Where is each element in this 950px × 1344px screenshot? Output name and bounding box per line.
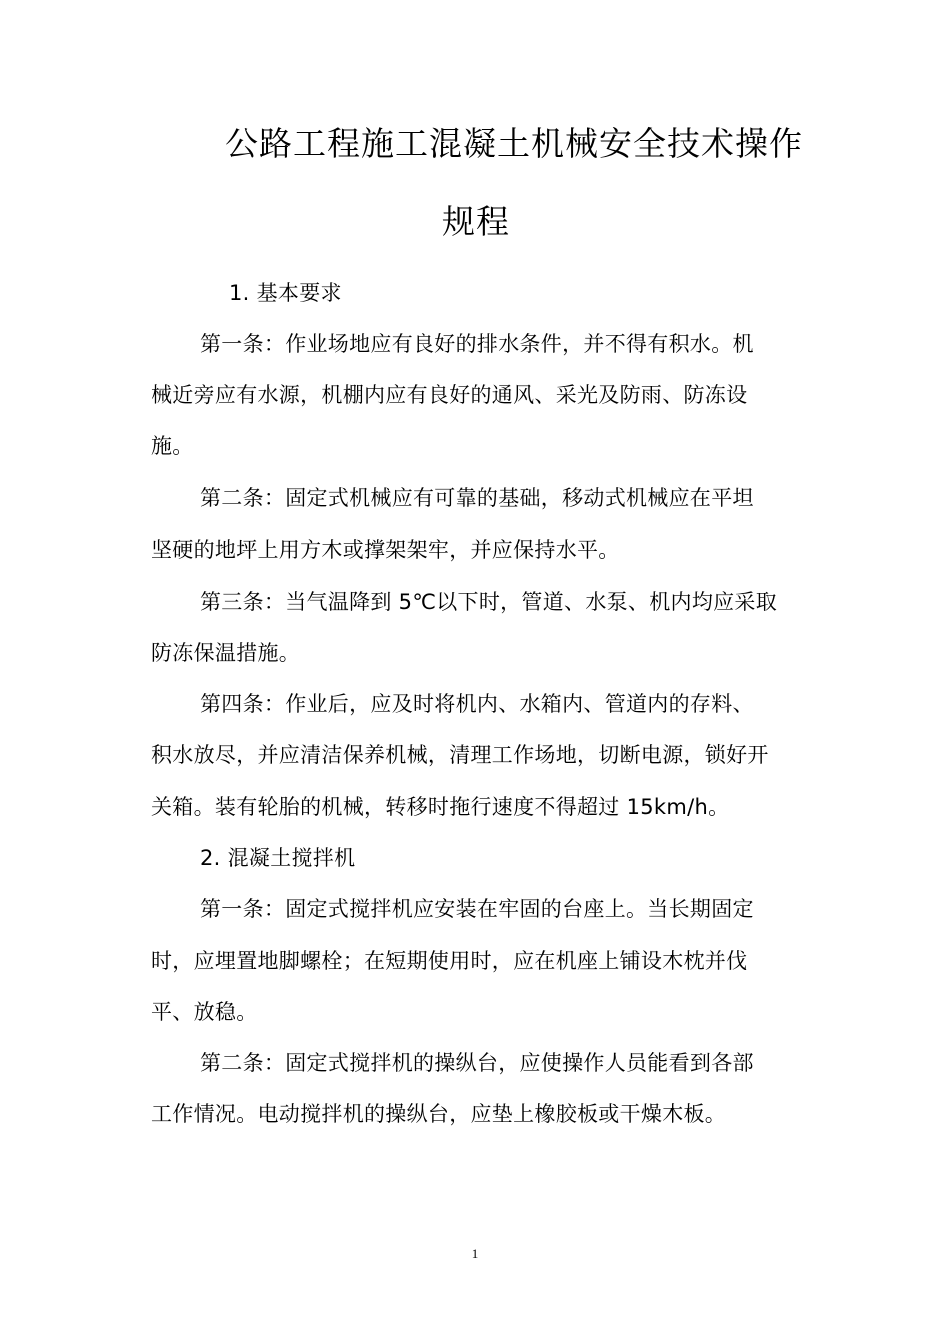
paragraph-line: 平、放稳。 xyxy=(151,1000,258,1024)
paragraph-line: 关箱。装有轮胎的机械，转移时拖行速度不得超过 15km/h。 xyxy=(151,795,730,819)
paragraph-line: 时，应埋置地脚螺栓；在短期使用时，应在机座上铺设木枕并伐 xyxy=(151,949,748,973)
paragraph-line: 第一条：作业场地应有良好的排水条件，并不得有积水。机 xyxy=(200,332,754,356)
paragraph-line: 防冻保温措施。 xyxy=(151,641,301,665)
paragraph-line: 施。 xyxy=(151,434,194,458)
section-heading-basic-requirements: 1. 基本要求 xyxy=(229,281,342,305)
paragraph-line: 积水放尽，并应清洁保养机械，清理工作场地，切断电源，锁好开 xyxy=(151,743,769,767)
paragraph-line: 坚硬的地坪上用方木或撑架架牢，并应保持水平。 xyxy=(151,538,620,562)
document-title-line-2: 规程 xyxy=(442,202,510,241)
paragraph-line: 工作情况。电动搅拌机的操纵台，应垫上橡胶板或干燥木板。 xyxy=(151,1102,727,1126)
paragraph-line: 第二条：固定式机械应有可靠的基础，移动式机械应在平坦 xyxy=(200,486,754,510)
page-number: 1 xyxy=(471,1246,479,1261)
paragraph-line: 第四条：作业后，应及时将机内、水箱内、管道内的存料、 xyxy=(200,692,754,716)
paragraph-line: 第三条：当气温降到 5℃以下时，管道、水泵、机内均应采取 xyxy=(200,590,778,614)
paragraph-line: 械近旁应有水源，机棚内应有良好的通风、采光及防雨、防冻设 xyxy=(151,383,748,407)
paragraph-line: 第一条：固定式搅拌机应安装在牢固的台座上。当长期固定 xyxy=(200,897,754,921)
document-title-line-1: 公路工程施工混凝土机械安全技术操作 xyxy=(225,124,803,163)
section-heading-concrete-mixer: 2. 混凝土搅拌机 xyxy=(200,846,356,870)
paragraph-line: 第二条：固定式搅拌机的操纵台，应使操作人员能看到各部 xyxy=(200,1051,754,1075)
